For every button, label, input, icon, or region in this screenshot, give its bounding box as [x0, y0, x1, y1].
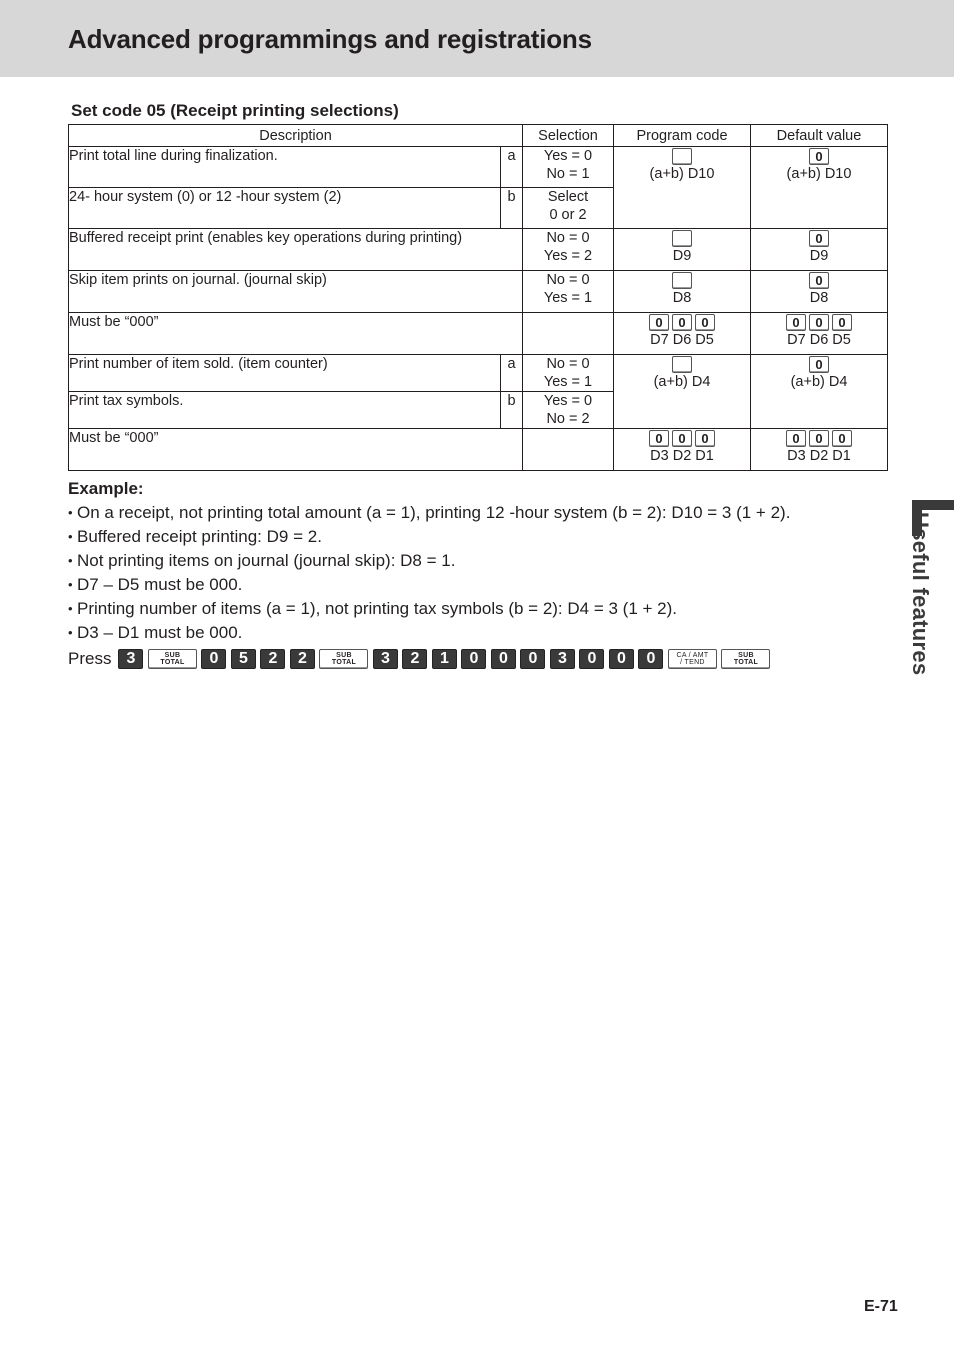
list-item: • Buffered receipt printing: D9 = 2.: [68, 525, 790, 549]
default-digit-box: 0: [809, 272, 829, 289]
default-digit-box: 0: [809, 356, 829, 373]
row-selection: [523, 271, 614, 313]
key-0: 0: [461, 649, 486, 669]
code-label: (a+b) D10: [786, 166, 852, 182]
table-row: [69, 271, 888, 313]
settings-table: [68, 124, 888, 471]
key-3: 3: [373, 649, 398, 669]
code-label: (a+b) D4: [653, 374, 711, 390]
example-list: [68, 501, 790, 645]
code-label: D7 D6 D5: [650, 332, 714, 348]
key-line: TOTAL: [160, 659, 185, 666]
code-label: D9: [672, 248, 692, 264]
key-line: SUB: [164, 651, 181, 659]
ca-amt-tend-key: [668, 649, 717, 669]
row-letter: a: [501, 355, 523, 392]
default-digit-box: 0: [832, 314, 852, 331]
list-item: • Not printing items on journal (journal skip): D8 = 1.: [68, 549, 790, 573]
program-code-d7-d5: [614, 313, 751, 355]
row-selection: [523, 188, 614, 229]
default-value-d10: [751, 147, 888, 229]
fixed-digit-box: 0: [695, 314, 715, 331]
default-digit-box: 0: [809, 430, 829, 447]
row-selection: [523, 355, 614, 392]
page-title: Advanced programmings and registrations: [68, 24, 592, 54]
key-2: 2: [402, 649, 427, 669]
list-item: • D3 – D1 must be 000.: [68, 621, 790, 645]
key-line: SUB: [738, 651, 754, 659]
program-code-d4: [614, 355, 751, 429]
selection-option: Yes = 2: [543, 248, 593, 264]
key-line: / TEND: [680, 659, 705, 666]
code-label: D8: [809, 290, 829, 306]
default-value-d8: [751, 271, 888, 313]
program-code-d8: [614, 271, 751, 313]
selection-option: Yes = 0: [543, 148, 593, 164]
fixed-digit-box: 0: [672, 430, 692, 447]
default-digit-box: 0: [832, 430, 852, 447]
table-header-row: [69, 125, 888, 147]
key-5: 5: [231, 649, 256, 669]
selection-option: No = 2: [546, 411, 590, 427]
key-0: 0: [609, 649, 634, 669]
press-label: Press: [68, 649, 112, 668]
code-label: D7 D6 D5: [787, 332, 851, 348]
key-line: TOTAL: [733, 659, 759, 666]
row-description: Buffered receipt print (enables key operations during printing): [69, 229, 523, 271]
key-0: 0: [520, 649, 545, 669]
program-code-d10: [614, 147, 751, 229]
key-0: 0: [579, 649, 604, 669]
row-selection: [523, 313, 614, 355]
column-header: Description: [69, 125, 523, 147]
selection-option: Yes = 0: [543, 393, 593, 409]
code-label: D3 D2 D1: [650, 448, 714, 464]
default-digit-box: 0: [786, 430, 806, 447]
entry-box: [672, 272, 692, 289]
subtotal-key: [721, 649, 770, 669]
selection-option: No = 0: [546, 272, 590, 288]
selection-option: No = 0: [546, 356, 590, 372]
key-0: 0: [491, 649, 516, 669]
default-digit-box: 0: [809, 230, 829, 247]
row-description: 24- hour system (0) or 12 -hour system (2): [69, 188, 501, 229]
default-value-d3-d1: [751, 429, 888, 471]
fixed-digit-box: 0: [649, 314, 669, 331]
entry-box: [672, 356, 692, 373]
row-description: Must be “000”: [69, 313, 523, 355]
code-label: (a+b) D10: [649, 166, 715, 182]
row-selection: [523, 392, 614, 429]
key-2: 2: [290, 649, 315, 669]
table-row: [69, 429, 888, 471]
key-0: 0: [201, 649, 226, 669]
table-row: [69, 355, 888, 392]
key-2: 2: [260, 649, 285, 669]
key-3: 3: [550, 649, 575, 669]
row-description: Print number of item sold. (item counter): [69, 355, 501, 392]
subtotal-key: [319, 649, 368, 669]
fixed-digit-box: 0: [649, 430, 669, 447]
fixed-digit-box: 0: [672, 314, 692, 331]
page-number: E-71: [864, 1298, 898, 1315]
selection-option: Select: [547, 189, 589, 205]
default-value-d9: [751, 229, 888, 271]
row-description: Print total line during finalization.: [69, 147, 501, 188]
column-header: Default value: [751, 125, 888, 147]
selection-option: No = 1: [546, 166, 590, 182]
selection-option: Yes = 1: [543, 290, 593, 306]
selection-option: 0 or 2: [549, 207, 587, 223]
default-digit-box: 0: [809, 148, 829, 165]
program-code-d3-d1: [614, 429, 751, 471]
key-line: CA / AMT: [676, 651, 709, 659]
example-title: Example:: [68, 479, 144, 498]
list-item: • D7 – D5 must be 000.: [68, 573, 790, 597]
code-label: (a+b) D4: [790, 374, 848, 390]
default-digit-box: 0: [809, 314, 829, 331]
row-description: Must be “000”: [69, 429, 523, 471]
entry-box: [672, 148, 692, 165]
entry-box: [672, 230, 692, 247]
column-header: Selection: [523, 125, 614, 147]
side-tab-label: Useful features: [908, 512, 933, 676]
list-item: • Printing number of items (a = 1), not printing tax symbols (b = 2): D4 = 3 (1 + 2).: [68, 597, 790, 621]
default-value-d7-d5: [751, 313, 888, 355]
default-value-d4: [751, 355, 888, 429]
selection-option: Yes = 1: [543, 374, 593, 390]
section-title: Set code 05 (Receipt printing selections): [71, 101, 399, 120]
row-description: Print tax symbols.: [69, 392, 501, 429]
key-line: TOTAL: [331, 659, 357, 666]
default-digit-box: 0: [786, 314, 806, 331]
key-0: 0: [638, 649, 663, 669]
table-row: [69, 229, 888, 271]
row-letter: a: [501, 147, 523, 188]
row-letter: b: [501, 188, 523, 229]
row-selection: [523, 147, 614, 188]
code-label: D8: [672, 290, 692, 306]
key-1: 1: [432, 649, 457, 669]
row-description: Skip item prints on journal. (journal skip): [69, 271, 523, 313]
column-header: Program code: [614, 125, 751, 147]
code-label: D3 D2 D1: [787, 448, 851, 464]
table-row: [69, 313, 888, 355]
table-row: [69, 147, 888, 188]
key-sequence: [68, 647, 775, 671]
key-line: SUB: [336, 651, 352, 659]
row-selection: [523, 429, 614, 471]
list-item: • On a receipt, not printing total amount (a = 1), printing 12 -hour system (b = 2): D10 = 3 (1 + 2).: [68, 501, 790, 525]
row-selection: [523, 229, 614, 271]
program-code-d9: [614, 229, 751, 271]
code-label: D9: [809, 248, 829, 264]
row-letter: b: [501, 392, 523, 429]
subtotal-key: [148, 649, 197, 669]
fixed-digit-box: 0: [695, 430, 715, 447]
key-3: 3: [118, 649, 143, 669]
selection-option: No = 0: [546, 230, 590, 246]
